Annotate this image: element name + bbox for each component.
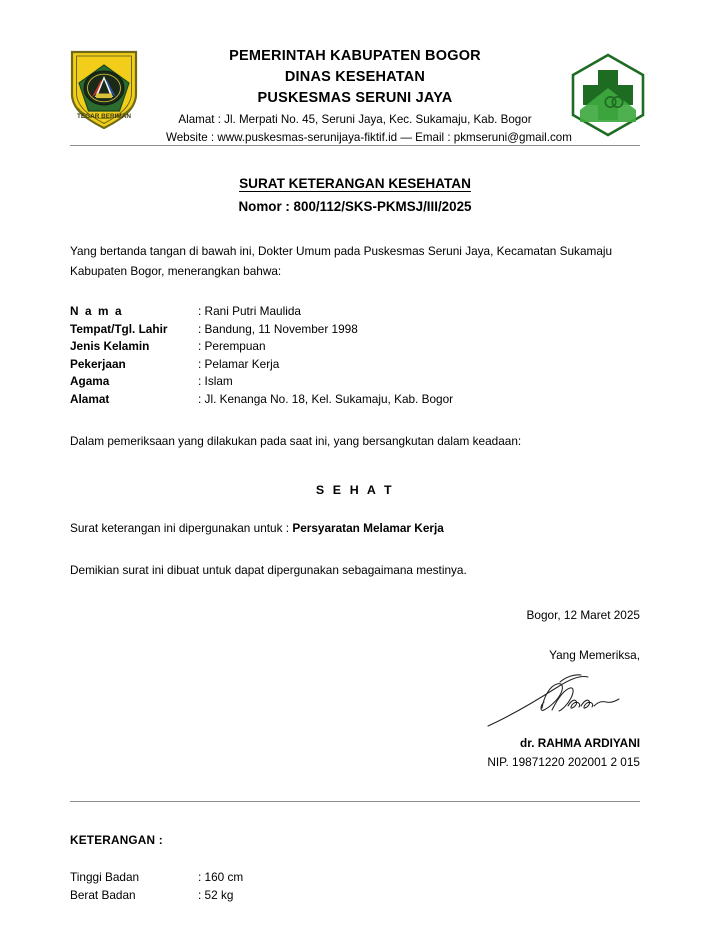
page-title: SURAT KETERANGAN KESEHATAN [239, 176, 471, 191]
identity-value-alamat: : Jl. Kenanga No. 18, Kel. Sukamaju, Kab. Bogor [198, 391, 454, 406]
document-number: Nomor : 800/112/SKS-PKMSJ/III/2025 [238, 199, 472, 214]
purpose-line [70, 519, 640, 539]
notes-label-tinggi-badan: Tinggi Badan [70, 870, 140, 885]
department-line: DINAS KESEHATAN [284, 69, 426, 85]
notes-title: KETERANGAN : [70, 833, 163, 848]
identity-table [70, 303, 453, 409]
table-row [70, 321, 453, 339]
notes-label-berat-badan: Berat Badan [70, 887, 136, 902]
doctor-nip: NIP. 19871220 202001 2 015 [487, 755, 640, 770]
identity-label-alamat: Alamat [70, 391, 110, 406]
closing-paragraph: Demikian surat ini dibuat untuk dapat dipergunakan sebagaimana mestinya. [70, 562, 467, 577]
identity-label-pekerjaan: Pekerjaan [70, 356, 126, 371]
identity-label-agama: Agama [70, 374, 110, 389]
document-body [0, 242, 710, 580]
kabupaten-bogor-emblem-icon [68, 48, 140, 130]
purpose-value: Persyaratan Melamar Kerja [292, 521, 444, 536]
purpose-prefix: Surat keterangan ini dipergunakan untuk : [70, 521, 293, 536]
puskesmas-logo-icon [566, 52, 650, 138]
table-row [70, 303, 453, 321]
intro-paragraph: Yang bertanda tangan di bawah ini, Dokter Umum pada Puskesmas Seruni Jaya, Kecamatan Sukamaju Kabupaten Bogor, menerangkan bahwa: [70, 244, 613, 278]
document-title-block [0, 174, 710, 217]
signature-block [0, 606, 710, 771]
identity-label-tempat-tgl-lahir: Tempat/Tgl. Lahir [70, 321, 168, 336]
identity-value-nama: : Rani Putri Maulida [198, 304, 301, 318]
table-row [70, 869, 243, 887]
emblem-motto-text: TEGAR BERIMAN [77, 113, 131, 120]
identity-value-tempat-tgl-lahir: : Bandung, 11 November 1998 [198, 321, 358, 336]
notes-section [0, 833, 710, 904]
doctor-name: dr. RAHMA ARDIYANI [520, 736, 640, 751]
table-row [70, 887, 243, 905]
signature-place-date: Bogor, 12 Maret 2025 [526, 608, 640, 623]
notes-divider [70, 801, 640, 802]
notes-value-tinggi-badan: : 160 cm [198, 870, 244, 885]
health-verdict: S E H A T [315, 483, 395, 498]
contact-line: Website : www.puskesmas-serunijaya-fiktif.id — Email : pkmseruni@gmail.com [166, 131, 572, 144]
table-row [70, 338, 453, 356]
table-row [70, 356, 453, 374]
examination-statement: Dalam pemeriksaan yang dilakukan pada saat ini, yang bersangkutan dalam keadaan: [70, 433, 522, 448]
notes-value-berat-badan: : 52 kg [198, 887, 234, 902]
letterhead-text [70, 46, 640, 147]
table-row [70, 373, 453, 391]
gov-line: PEMERINTAH KABUPATEN BOGOR [229, 48, 481, 64]
identity-label-nama: N a m a [70, 304, 124, 318]
clinic-line: PUSKESMAS SERUNI JAYA [257, 90, 453, 106]
identity-value-agama: : Islam [198, 374, 233, 389]
signature-area [0, 668, 640, 734]
identity-value-jenis-kelamin: : Perempuan [198, 339, 266, 354]
identity-label-jenis-kelamin: Jenis Kelamin [70, 339, 150, 354]
notes-table [70, 869, 243, 904]
letterhead [0, 0, 710, 144]
handwritten-signature-icon [482, 668, 632, 735]
signature-role: Yang Memeriksa, [549, 648, 640, 663]
identity-value-pekerjaan: : Pelamar Kerja [198, 356, 280, 371]
address-line: Alamat : Jl. Merpati No. 45, Seruni Jaya, Kec. Sukamaju, Kab. Bogor [178, 113, 532, 126]
table-row [70, 391, 453, 409]
